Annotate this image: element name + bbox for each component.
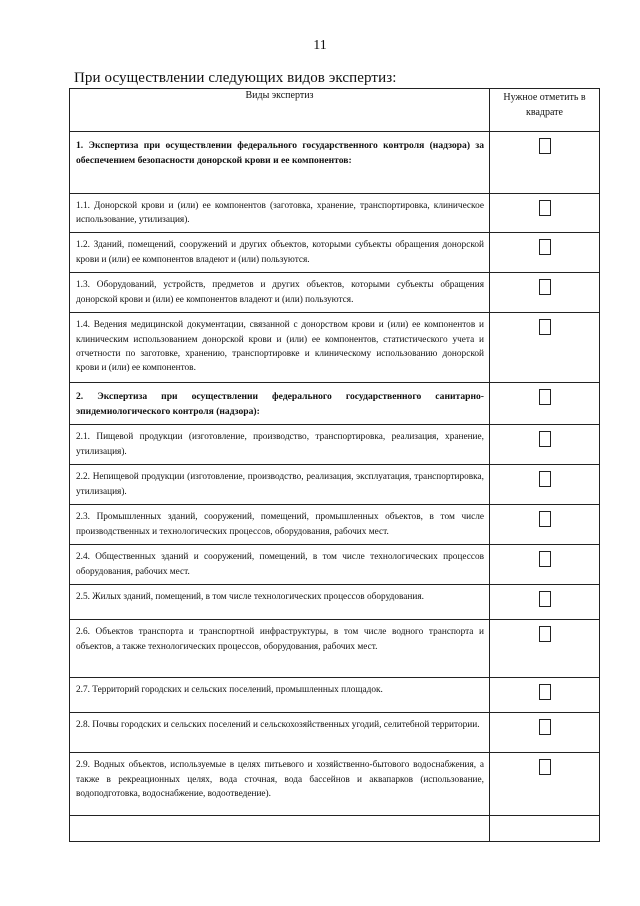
checkbox-cell bbox=[490, 678, 600, 713]
checkbox[interactable] bbox=[539, 626, 551, 642]
header-mark-in-box: Нужное отметить в квадрате bbox=[490, 89, 600, 132]
expertise-item-text: 1.3. Оборудований, устройств, предметов и других объектов, которыми субъекты обращения донорской крови и (или) ее компонентов владеют и (или) пользуются. bbox=[70, 273, 490, 313]
checkbox-cell bbox=[490, 383, 600, 425]
table-row bbox=[70, 678, 600, 713]
table-row bbox=[70, 545, 600, 585]
checkbox[interactable] bbox=[539, 138, 551, 154]
checkbox-cell bbox=[490, 132, 600, 194]
checkbox[interactable] bbox=[539, 389, 551, 405]
checkbox[interactable] bbox=[539, 279, 551, 295]
checkbox-cell bbox=[490, 465, 600, 505]
empty-cell bbox=[70, 816, 490, 842]
section-title: 1. Экспертиза при осуществлении федерального государственного контроля (надзора) за обеспечением безопасности донорской крови и ее компонентов: bbox=[70, 132, 490, 194]
table-row bbox=[70, 313, 600, 383]
table-row bbox=[70, 713, 600, 753]
expertise-table bbox=[69, 88, 600, 842]
expertise-item-text: 2.7. Территорий городских и сельских поселений, промышленных площадок. bbox=[70, 678, 490, 713]
expertise-item-text: 2.6. Объектов транспорта и транспортной инфраструктуры, в том числе водного транспорта и объектов, а также технологических процессов, оборудования, рабочих мест. bbox=[70, 620, 490, 678]
table-row bbox=[70, 585, 600, 620]
section-title: 2. Экспертиза при осуществлении федерального государственного санитарно-эпидемиологического контроля (надзора): bbox=[70, 383, 490, 425]
checkbox-cell bbox=[490, 273, 600, 313]
checkbox-cell bbox=[490, 585, 600, 620]
checkbox[interactable] bbox=[539, 684, 551, 700]
expertise-item-text: 2.2. Непищевой продукции (изготовление, производство, реализация, эксплуатация, транспортировка, утилизация). bbox=[70, 465, 490, 505]
table-row bbox=[70, 505, 600, 545]
checkbox[interactable] bbox=[539, 319, 551, 335]
table-row bbox=[70, 273, 600, 313]
section-row bbox=[70, 383, 600, 425]
table-row bbox=[70, 425, 600, 465]
table-row bbox=[70, 233, 600, 273]
expertise-item-text: 2.8. Почвы городских и сельских поселений и сельскохозяйственных угодий, селитебной территории. bbox=[70, 713, 490, 753]
intro-heading: При осуществлении следующих видов экспертиз: bbox=[74, 70, 397, 86]
checkbox-cell bbox=[490, 505, 600, 545]
checkbox-cell bbox=[490, 545, 600, 585]
table-row bbox=[70, 194, 600, 233]
checkbox[interactable] bbox=[539, 719, 551, 735]
checkbox[interactable] bbox=[539, 511, 551, 527]
checkbox-cell bbox=[490, 425, 600, 465]
checkbox-cell bbox=[490, 713, 600, 753]
page-number: 11 bbox=[313, 38, 327, 53]
table-header-row bbox=[70, 89, 600, 132]
checkbox-cell bbox=[490, 313, 600, 383]
checkbox[interactable] bbox=[539, 471, 551, 487]
expertise-item-text: 1.2. Зданий, помещений, сооружений и других объектов, которыми субъекты обращения донорской крови и (или) ее компонентов владеют и (или) пользуются. bbox=[70, 233, 490, 273]
checkbox[interactable] bbox=[539, 551, 551, 567]
section-row bbox=[70, 132, 600, 194]
expertise-item-text: 2.5. Жилых зданий, помещений, в том числе технологических процессов оборудования. bbox=[70, 585, 490, 620]
expertise-item-text: 2.3. Промышленных зданий, сооружений, помещений, промышленных объектов, в том числе производственных и технологических процессов, оборудования, рабочих мест. bbox=[70, 505, 490, 545]
checkbox-cell bbox=[490, 194, 600, 233]
expertise-item-text: 2.9. Водных объектов, используемые в целях питьевого и хозяйственно-бытового водоснабжения, а также в рекреационных целях, вода сточная, вода бассейнов и аквапарков (использование, водоподготовка, водоснабжение, водоотведение). bbox=[70, 753, 490, 816]
expertise-item-text: 1.4. Ведения медицинской документации, связанной с донорством крови и (или) ее компонентов и клиническим использованием донорской крови и (или) ее компонентов, статистического учета и отчетности по заготовке, хранению, транспортировке и клиническому использованию донорской крови и (или) ее компонентов. bbox=[70, 313, 490, 383]
empty-row bbox=[70, 816, 600, 842]
header-expertise-kinds: Виды экспертиз bbox=[70, 89, 490, 132]
checkbox[interactable] bbox=[539, 591, 551, 607]
checkbox[interactable] bbox=[539, 239, 551, 255]
checkbox-cell bbox=[490, 753, 600, 816]
empty-cell bbox=[490, 816, 600, 842]
expertise-item-text: 1.1. Донорской крови и (или) ее компонентов (заготовка, хранение, транспортировка, клиническое использование, утилизация). bbox=[70, 194, 490, 233]
expertise-item-text: 2.1. Пищевой продукции (изготовление, производство, транспортировка, реализация, хранение, утилизация). bbox=[70, 425, 490, 465]
expertise-item-text: 2.4. Общественных зданий и сооружений, помещений, в том числе технологических процессов оборудования, рабочих мест. bbox=[70, 545, 490, 585]
table-body bbox=[70, 132, 600, 842]
checkbox[interactable] bbox=[539, 759, 551, 775]
checkbox-cell bbox=[490, 233, 600, 273]
checkbox-cell bbox=[490, 620, 600, 678]
checkbox[interactable] bbox=[539, 200, 551, 216]
table-row bbox=[70, 620, 600, 678]
checkbox[interactable] bbox=[539, 431, 551, 447]
table-row bbox=[70, 753, 600, 816]
table-row bbox=[70, 465, 600, 505]
